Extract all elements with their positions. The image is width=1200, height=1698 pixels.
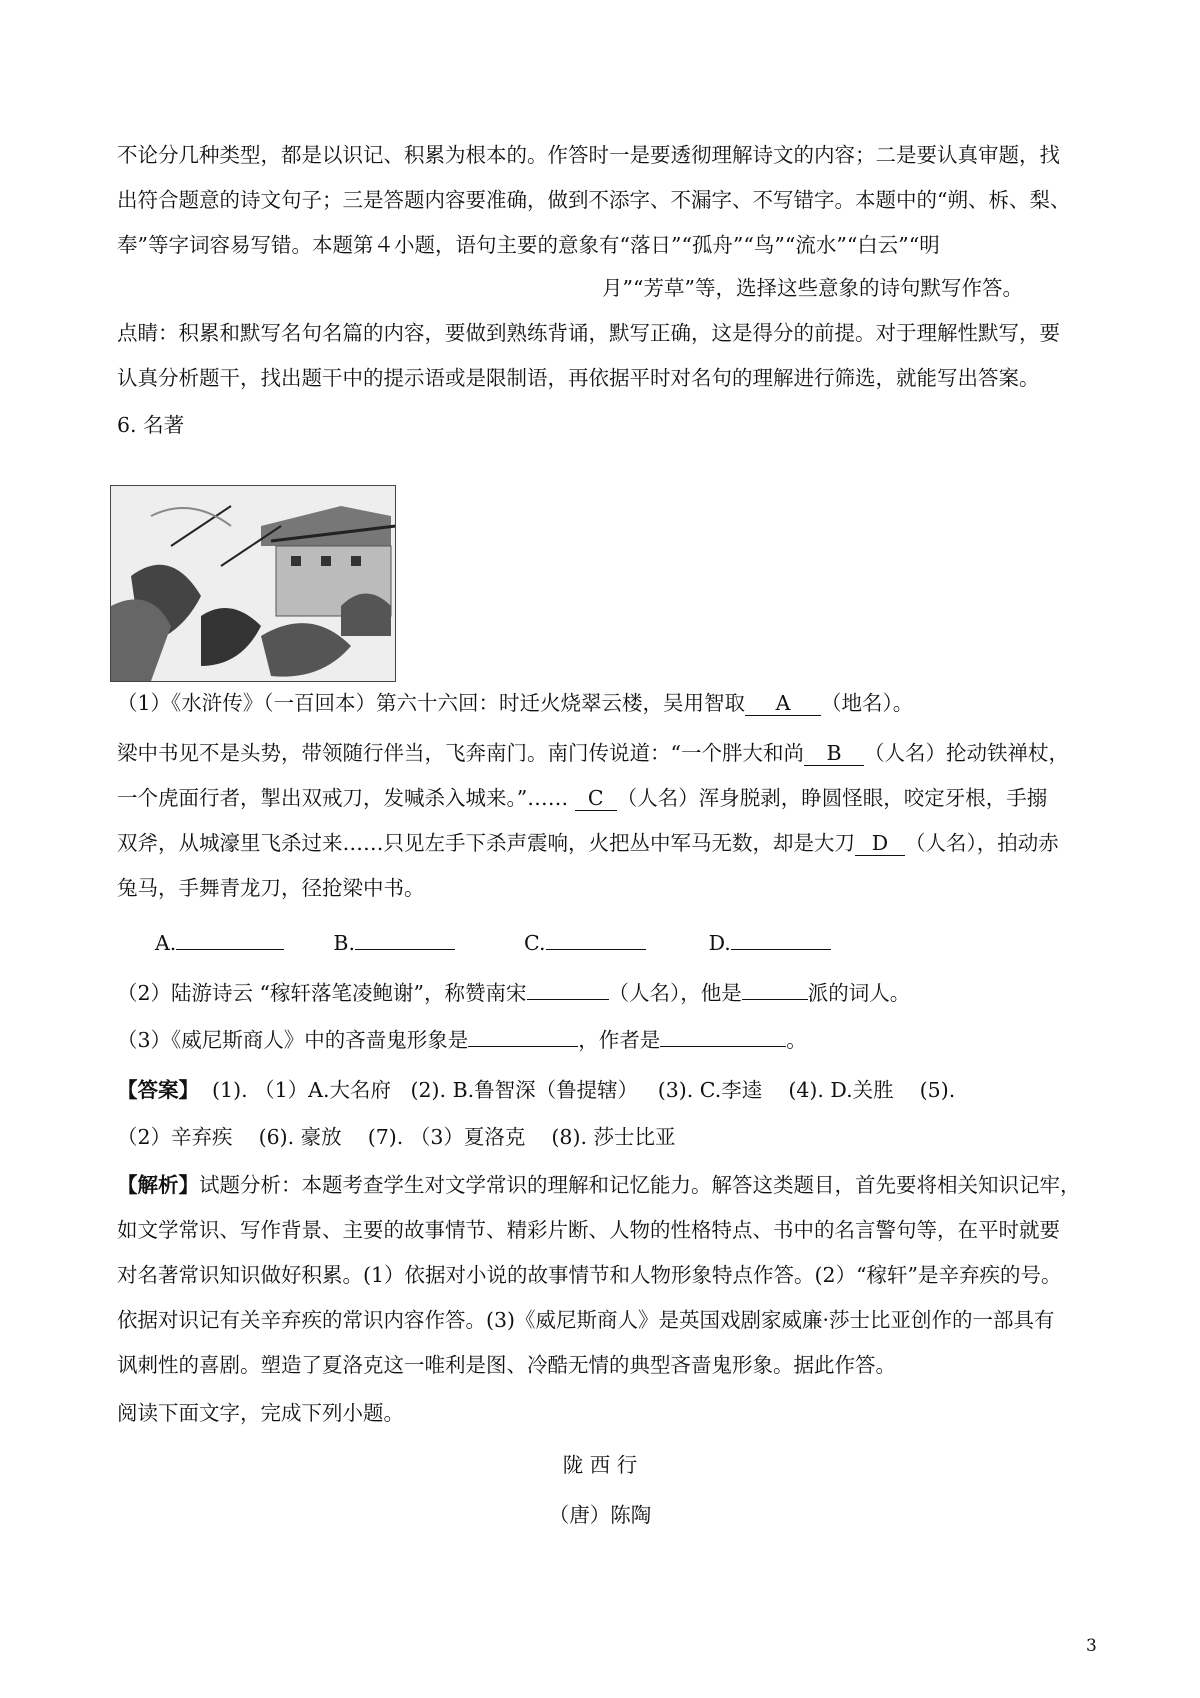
- q6-part3-text: （3）《威尼斯商人》中的吝啬鬼形象是: [117, 1028, 469, 1052]
- poem-author: （唐）陈陶: [548, 1503, 652, 1527]
- question-6-title: 6. 名著: [117, 413, 185, 437]
- reading-intro: 阅读下面文字，完成下列小题。: [117, 1401, 404, 1425]
- analysis-cont-line3: 奉”等字词容易写错。本题第４小题，语句主要的意象有“落日”“孤舟”“鸟”“流水”“白云”“明: [117, 233, 940, 257]
- option-b-label: B.: [333, 931, 355, 955]
- q6-part1: [117, 688, 1107, 718]
- q6-part3-text: 。: [786, 1028, 807, 1052]
- answer-text-1: (1). （1）A.大名府 (2). B.鲁智深（鲁提辖） (3). C.李逵 (4). D.关胜 (5).: [199, 1078, 956, 1102]
- battle-illustration: [110, 485, 396, 682]
- option-a-label: A.: [155, 931, 177, 955]
- passage-text: （人名）抡动铁禅杖，: [863, 741, 1069, 765]
- analysis-text-1: 试题分析：本题考查学生对文学常识的理解和记忆能力。解答这类题目，首先要将相关知识记牢，: [199, 1173, 1081, 1197]
- q6-part2-text: 派的词人。: [807, 981, 911, 1005]
- q6-part2-text: （2）陆游诗云 “稼轩落笔凌鲍谢”，称赞南宋: [117, 981, 527, 1005]
- q6-part2-blank2[interactable]: [742, 999, 808, 1000]
- passage-text: 双斧，从城濠里飞杀过来……只见左手下杀声震响，火把丛中军马无数，却是大刀: [117, 831, 855, 855]
- q6-passage-line3: [117, 828, 1107, 858]
- q6-part2-blank1[interactable]: [527, 999, 609, 1000]
- page-number: 3: [1086, 1636, 1097, 1656]
- option-b-blank[interactable]: [355, 949, 455, 950]
- q6-part1-before: （1）《水浒传》（一百回本）第六十六回：时迁火烧翠云楼，吴用智取: [117, 691, 746, 715]
- analysis-cont-line1: 不论分几种类型，都是以识记、积累为根本的。作答时一是要透彻理解诗文的内容；二是要认真审题，找: [117, 143, 1060, 167]
- analysis-line2: 如文学常识、写作背景、主要的故事情节、精彩片断、人物的性格特点、书中的名言警句等，在平时就要: [117, 1218, 1060, 1242]
- blank-c: C: [575, 786, 617, 811]
- q6-part3-blank2[interactable]: [660, 1046, 786, 1047]
- option-d-blank[interactable]: [731, 949, 831, 950]
- answer-options: [155, 928, 1145, 958]
- q6-part3-blank1[interactable]: [468, 1046, 578, 1047]
- passage-text: （人名），拍动赤: [905, 831, 1059, 855]
- analysis-line5: 讽刺性的喜剧。塑造了夏洛克这一唯利是图、冷酷无情的典型吝啬鬼形象。据此作答。: [117, 1353, 896, 1377]
- q6-passage-line1: [117, 738, 1107, 768]
- passage-text: 梁中书见不是头势，带领随行伴当，飞奔南门。南门传说道：“一个胖大和尚: [117, 741, 804, 765]
- blank-b: B: [804, 741, 864, 766]
- q6-passage-line2: [117, 783, 1107, 813]
- analysis-line4: 依据对识记有关辛弃疾的常识内容作答。(3)《威尼斯商人》是英国戏剧家威廉·莎士比亚创作的一部具有: [117, 1308, 1055, 1332]
- passage-text: 一个虎面行者，掣出双戒刀，发喊杀入城来。”……: [117, 786, 569, 810]
- analysis-line1: [117, 1170, 1107, 1200]
- analysis-label: 【解析】: [117, 1173, 199, 1197]
- illustration-image: [111, 486, 395, 681]
- analysis-line3: 对名著常识知识做好积累。(1）依据对小说的故事情节和人物形象特点作答。(2）“稼轩”是辛弃疾的号。: [117, 1263, 1062, 1287]
- q6-part1-after: （地名）。: [821, 691, 914, 715]
- passage-text: （人名）浑身脱剥，睁圆怪眼，咬定牙根，手搦: [616, 786, 1048, 810]
- q6-passage-line4: 兔马，手舞青龙刀，径抢梁中书。: [117, 876, 425, 900]
- option-a-blank[interactable]: [176, 949, 284, 950]
- option-c-label: C.: [524, 931, 546, 955]
- blank-a: A: [745, 691, 821, 716]
- tip-line1: 点睛：积累和默写名句名篇的内容，要做到熟练背诵，默写正确，这是得分的前提。对于理解性默写，要: [117, 321, 1060, 345]
- poem-title: 陇 西 行: [562, 1453, 638, 1477]
- answer-line2: （2）辛弃疾 (6). 豪放 (7). （3）夏洛克 (8). 莎士比亚: [117, 1125, 676, 1149]
- q6-part3: [117, 1025, 1107, 1055]
- answer-line1: [117, 1075, 1107, 1105]
- answer-label: 【答案】: [117, 1078, 199, 1102]
- q6-part2-text: （人名），他是: [608, 981, 742, 1005]
- option-d-label: D.: [708, 931, 731, 955]
- blank-d: D: [855, 831, 905, 856]
- analysis-cont-line2: 出符合题意的诗文句子；三是答题内容要准确，做到不添字、不漏字、不写错字。本题中的“朔、柝、梨、: [117, 188, 1071, 212]
- analysis-cont-line4: 月”“芳草”等，选择这些意象的诗句默写作答。: [602, 276, 1023, 300]
- q6-part3-text: ，作者是: [578, 1028, 661, 1052]
- tip-line2: 认真分析题干，找出题干中的提示语或是限制语，再依据平时对名句的理解进行筛选，就能写出答案。: [117, 366, 1040, 390]
- option-c-blank[interactable]: [546, 949, 646, 950]
- q6-part2: [117, 978, 1107, 1008]
